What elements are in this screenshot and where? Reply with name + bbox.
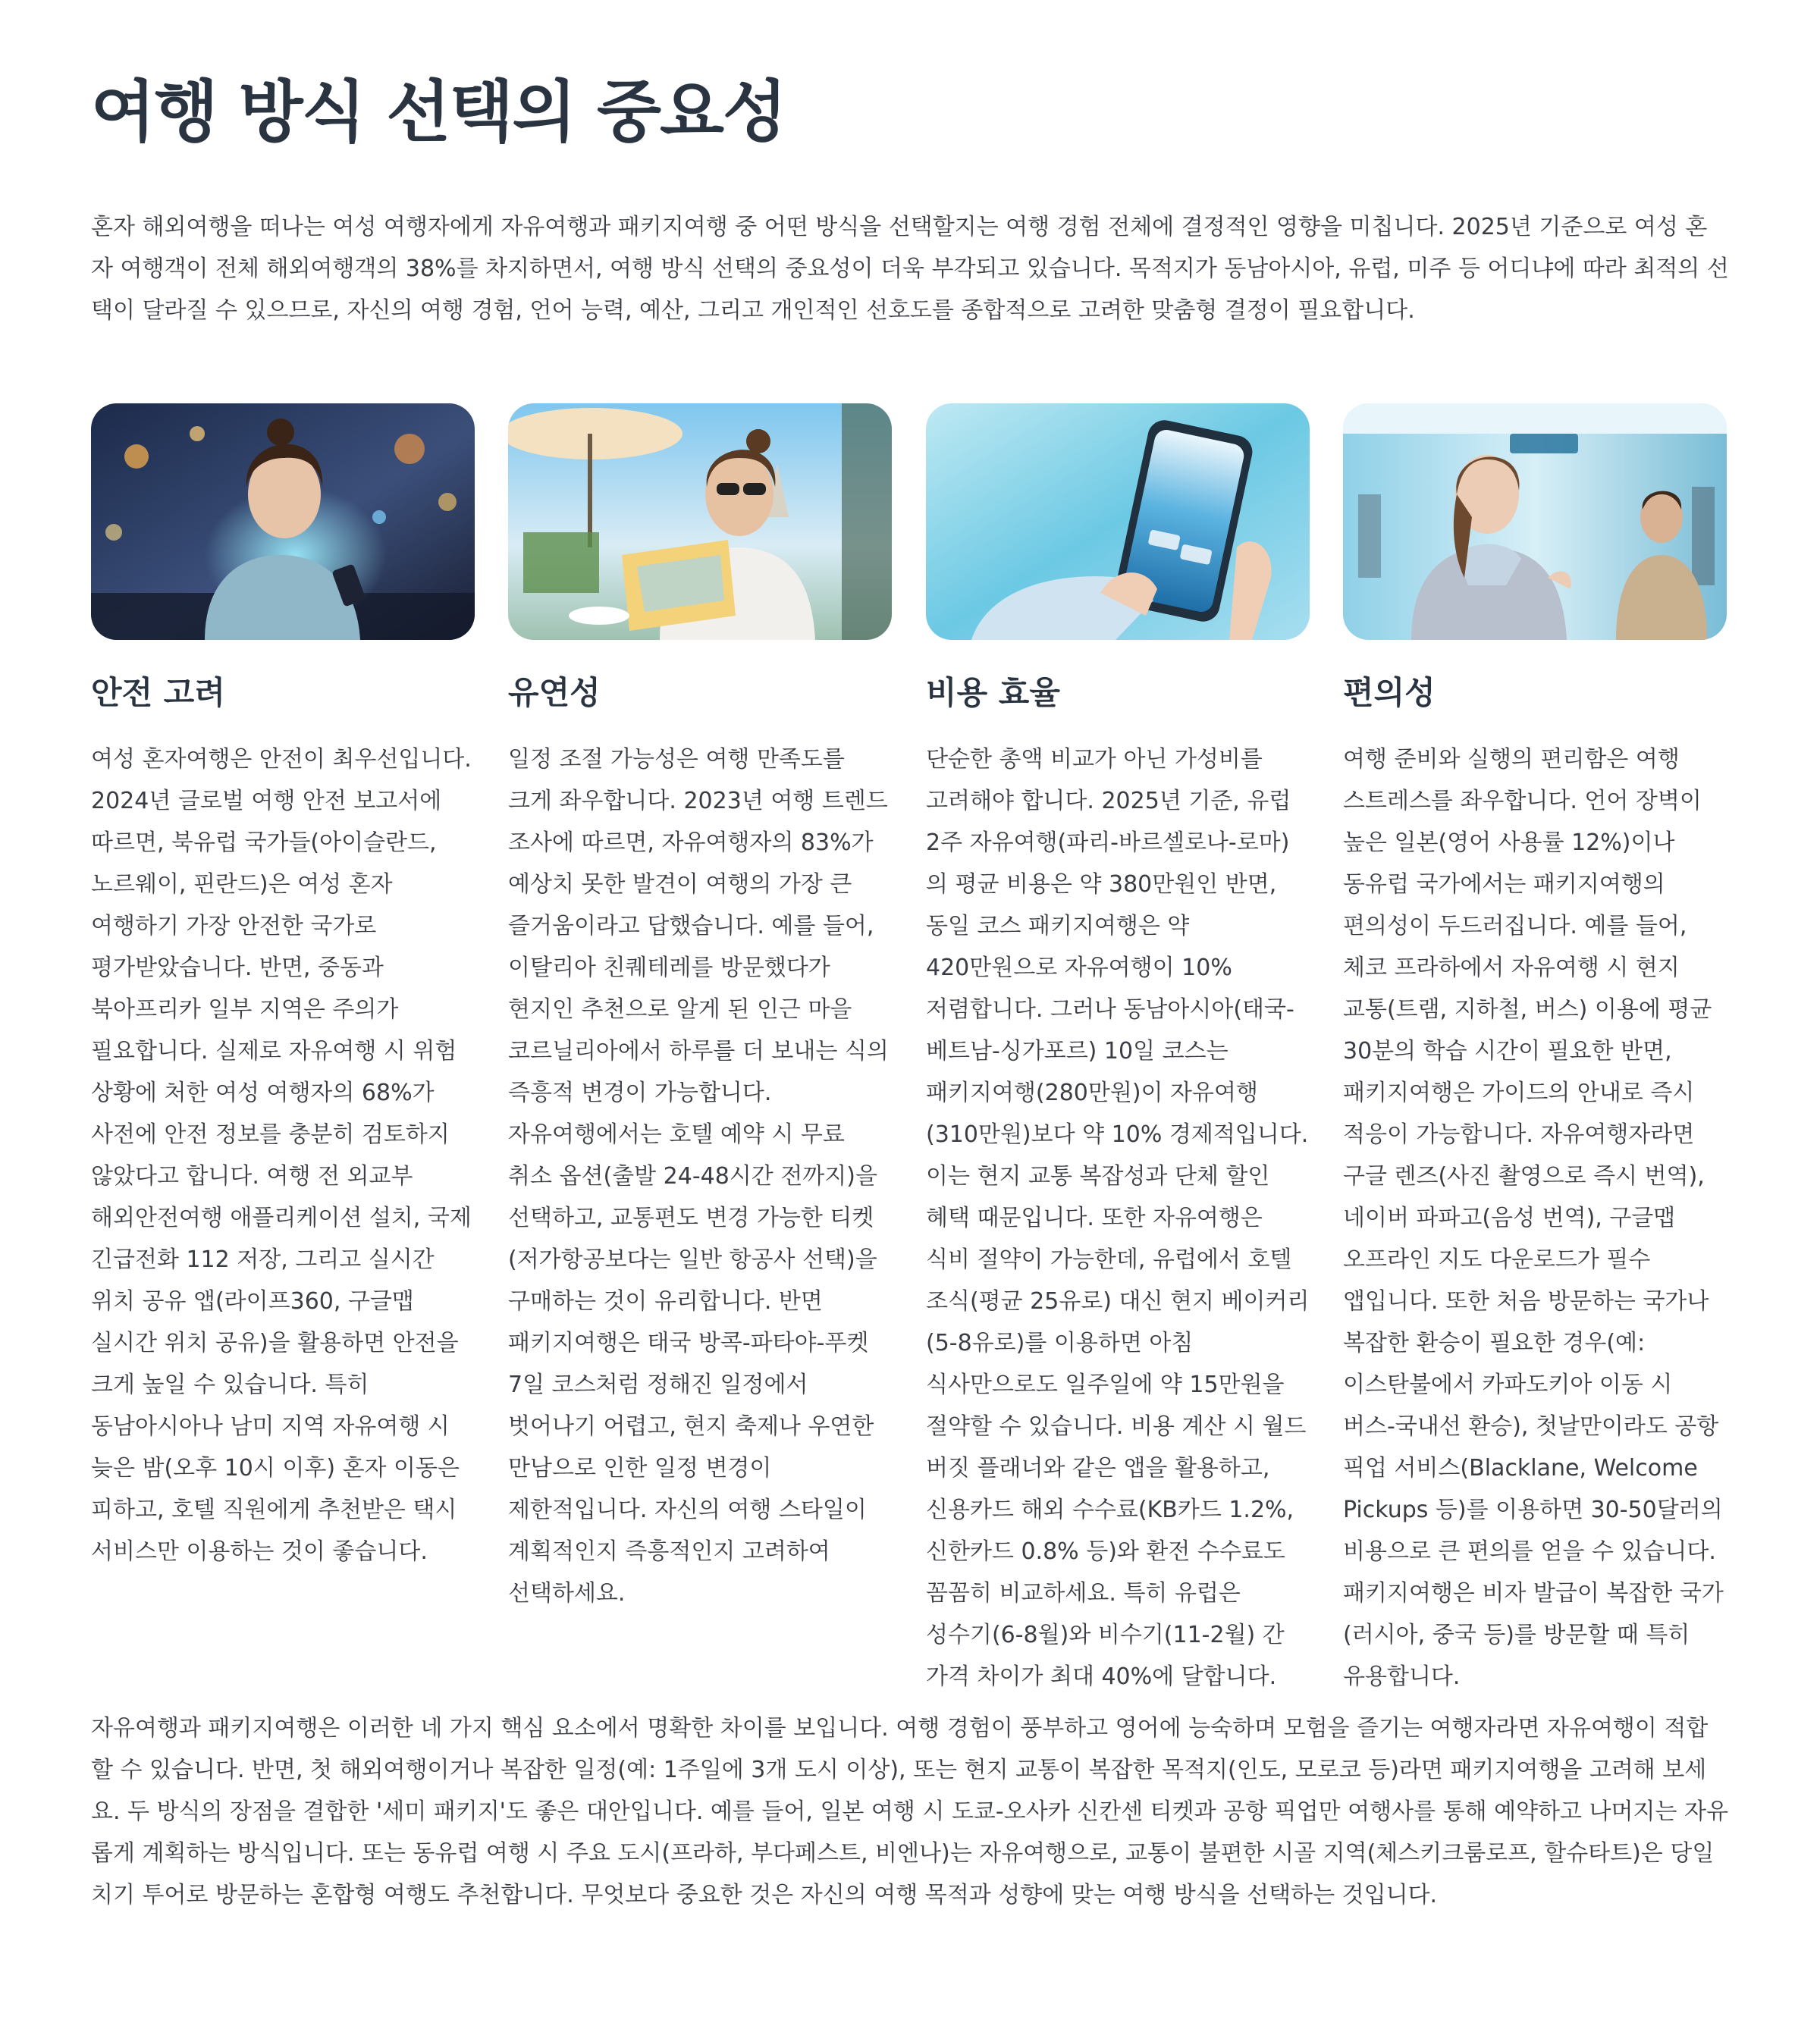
card-flexibility <box>508 403 892 1614</box>
hands-holding-phone-budget-app-image <box>926 403 1310 640</box>
card-body-convenience: 여행 준비와 실행의 편리함은 여행 스트레스를 좌우합니다. 언어 장벽이 높은 일본(영어 사용률 12%)이나 동유럽 국가에서는 패키지여행의 편의성이 두드러집니다. 예를 들어, 체코 프라하에서 자유여행 시 현지 교통(트램, 지하철, 버스) 이용에 평균 30분의 학습 시간이 필요한 반면, 패키지여행은 가이드의 안내로 즉시 적응이 가능합니다. 자유여행자라면 구글 렌즈(사진 촬영으로 즉시 번역), 네이버 파파고(음성 번역), 구글맵 오프라인 지도 다운로드가 필수 앱입니다. 또한 처음 방문하는 국가나 복잡한 환승이 필요한 경우(예: 이스탄불에서 카파도키아 이동 시 버스-국내선 환승), 첫날만이라도 공항 픽업 서비스(Blacklane, Welcome Pickups 등)를 이용하면 30-50달러의 비용으로 큰 편의를 얻을 수 있습니다. 패키지여행은 비자 발급이 복잡한 국가(러시아, 중국 등)를 방문할 때 특히 유용합니다. <box>1343 746 1724 1690</box>
card-body-flexibility: 일정 조절 가능성은 여행 만족도를 크게 좌우합니다. 2023년 여행 트렌드 조사에 따르면, 자유여행자의 83%가 예상치 못한 발견이 여행의 가장 큰 즐거움이라고 답했습니다. 예를 들어, 이탈리아 친퀘테레를 방문했다가 현지인 추천으로 알게 된 인근 마을 코르닐리아에서 하루를 더 보내는 식의 즉흥적 변경이 가능합니다. 자유여행에서는 호텔 예약 시 무료 취소 옵션(출발 24-48시간 전까지)을 선택하고, 교통편도 변경 가능한 티켓(저가항공보다는 일반 항공사 선택)을 구매하는 것이 유리합니다. 반면 패키지여행은 태국 방콕-파타야-푸켓 7일 코스처럼 정해진 일정에서 벗어나기 어렵고, 현지 축제나 우연한 만남으로 인한 일정 변경이 제한적입니다. 자신의 여행 스타일이 계획적인지 즉흥적인지 고려하여 선택하세요. <box>508 746 889 1607</box>
card-image-cost <box>926 403 1310 640</box>
card-title-flexibility: 유연성 <box>508 674 601 711</box>
card-title-convenience: 편의성 <box>1343 674 1436 711</box>
page-title: 여행 방식 선택의 중요성 <box>91 73 786 151</box>
card-cost <box>926 403 1310 1698</box>
card-title-cost: 비용 효율 <box>926 674 1060 711</box>
conclusion-paragraph: 자유여행과 패키지여행은 이러한 네 가지 핵심 요소에서 명확한 차이를 보입니다. 여행 경험이 풍부하고 영어에 능숙하며 모험을 즐기는 여행자라면 자유여행이 적합할 수 있습니다. 반면, 첫 해외여행이거나 복잡한 일정(예: 1주일에 3개 도시 이상), 또는 현지 교통이 복잡한 목적지(인도, 모로코 등)라면 패키지여행을 고려해 보세요. 두 방식의 장점을 결합한 '세미 패키지'도 좋은 대안입니다. 예를 들어, 일본 여행 시 도쿄-오사카 신칸센 티켓과 공항 픽업만 여행사를 통해 예약하고 나머지는 자유롭게 계획하는 방식입니다. 또는 동유럽 여행 시 주요 도시(프라하, 부다페스트, 비엔나)는 자유여행으로, 교통이 불편한 시골 지역(체스키크룸로프, 할슈타트)은 당일치기 투어로 방문하는 혼합형 여행도 추천합니다. 무엇보다 중요한 것은 자신의 여행 목적과 성향에 맞는 여행 방식을 선택하는 것입니다. <box>91 1715 1728 1908</box>
intro-paragraph: 혼자 해외여행을 떠나는 여성 여행자에게 자유여행과 패키지여행 중 어떤 방식을 선택할지는 여행 경험 전체에 결정적인 영향을 미칩니다. 2025년 기준으로 여성 혼자 여행객이 전체 해외여행객의 38%를 차지하면서, 여행 방식 선택의 중요성이 더욱 부각되고 있습니다. 목적지가 동남아시아, 유럽, 미주 등 어디냐에 따라 최적의 선택이 달라질 수 있으므로, 자신의 여행 경험, 언어 능력, 예산, 그리고 개인적인 선호도를 종합적으로 고려한 맞춤형 결정이 필요합니다. <box>91 214 1729 324</box>
card-body-safety: 여성 혼자여행은 안전이 최우선입니다. 2024년 글로벌 여행 안전 보고서에 따르면, 북유럽 국가들(아이슬란드, 노르웨이, 핀란드)은 여성 혼자 여행하기 가장 안전한 국가로 평가받았습니다. 반면, 중동과 북아프리카 일부 지역은 주의가 필요합니다. 실제로 자유여행 시 위험 상황에 처한 여성 여행자의 68%가 사전에 안전 정보를 충분히 검토하지 않았다고 합니다. 여행 전 외교부 해외안전여행 애플리케이션 설치, 국제 긴급전화 112 저장, 그리고 실시간 위치 공유 앱(라이프360, 구글맵 실시간 위치 공유)을 활용하면 안전을 크게 높일 수 있습니다. 특히 동남아시아나 남미 지역 자유여행 시 늦은 밤(오후 10시 이후) 혼자 이동은 피하고, 호텔 직원에게 추천받은 택시 서비스만 이용하는 것이 좋습니다. <box>91 746 472 1565</box>
woman-smartphone-night-street-image <box>91 403 475 640</box>
card-body-cost: 단순한 총액 비교가 아닌 가성비를 고려해야 합니다. 2025년 기준, 유럽 2주 자유여행(파리-바르셀로나-로마)의 평균 비용은 약 380만원인 반면, 동일 코스 패키지여행은 약 420만원으로 자유여행이 10% 저렴합니다. 그러나 동남아시아(태국-베트남-싱가포르) 10일 코스는 패키지여행(280만원)이 자유여행(310만원)보다 약 10% 경제적입니다. 이는 현지 교통 복잡성과 단체 할인 혜택 때문입니다. 또한 자유여행은 식비 절약이 가능한데, 유럽에서 호텔 조식(평균 25유로) 대신 현지 베이커리(5-8유로)를 이용하면 아침 식사만으로도 일주일에 약 15만원을 절약할 수 있습니다. 비용 계산 시 월드 버짓 플래너와 같은 앱을 활용하고, 신용카드 해외 수수료(KB카드 1.2%, 신한카드 0.8% 등)와 환전 수수료도 꼼꼼히 비교하세요. 특히 유럽은 성수기(6-8월)와 비수기(11-2월) 간 가격 차이가 최대 40%에 달합니다. <box>926 746 1310 1690</box>
card-title-safety: 안전 고려 <box>91 674 225 711</box>
card-image-flexibility <box>508 403 892 640</box>
card-safety <box>91 403 475 1572</box>
woman-airport-greeting-image <box>1343 403 1727 640</box>
feature-cards <box>91 403 1729 1692</box>
woman-map-cafe-image <box>508 403 892 640</box>
card-image-convenience <box>1343 403 1727 640</box>
card-convenience <box>1343 403 1727 1698</box>
card-image-safety <box>91 403 475 640</box>
